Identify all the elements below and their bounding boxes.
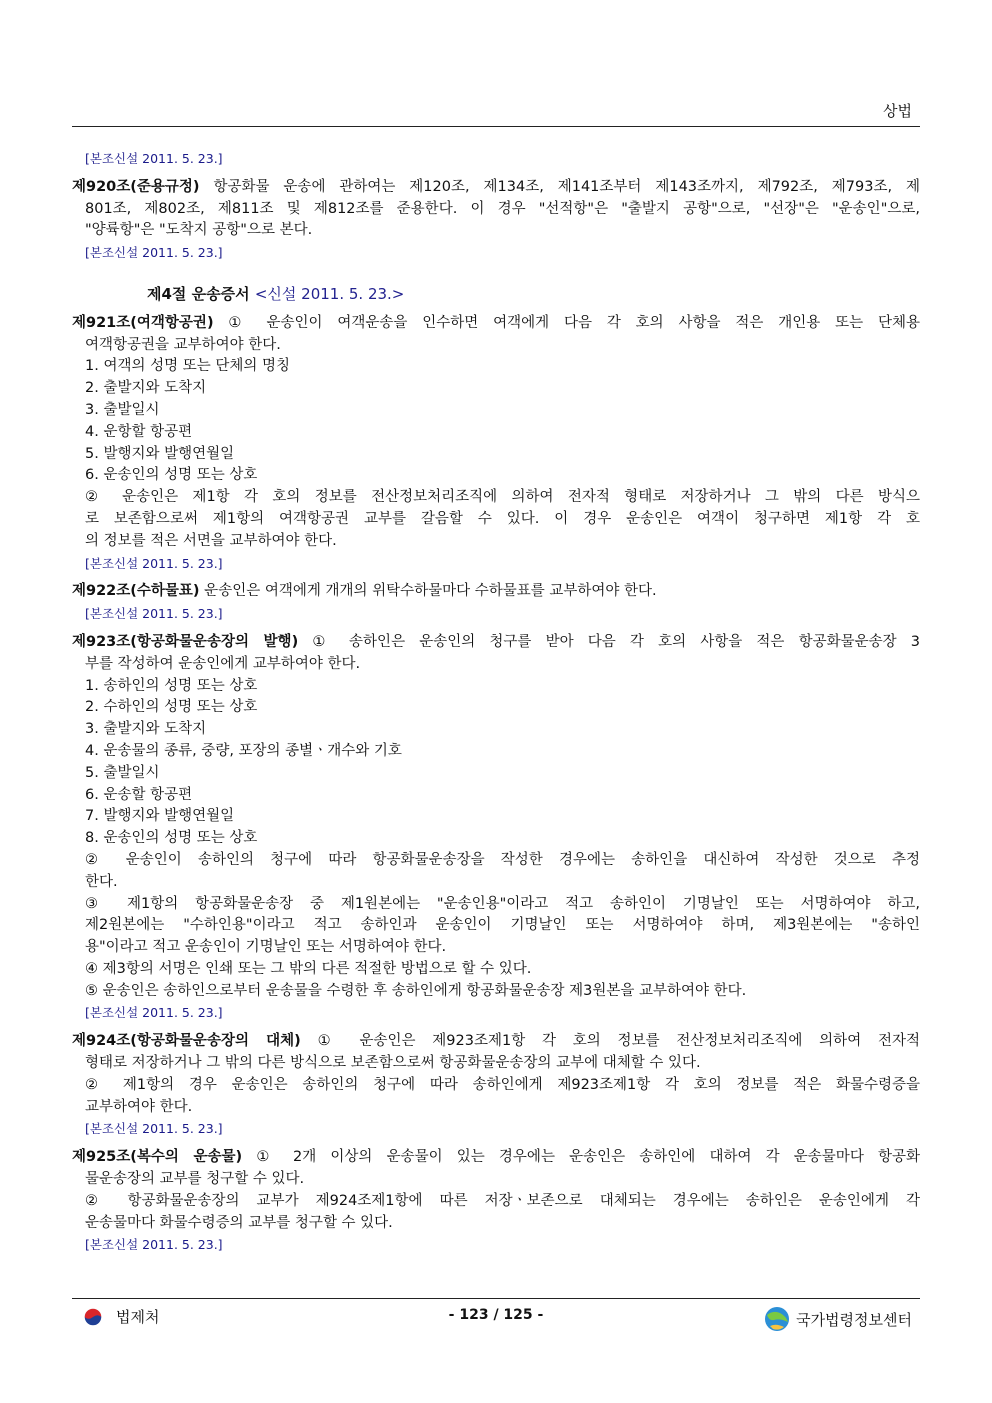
list-item: 1. 여객의 성명 또는 단체의 명칭 <box>85 358 290 375</box>
article-heading: 제924조(항공화물운송장의 대체) <box>72 1033 301 1050</box>
list-item: 2. 출발지와 도착지 <box>85 380 207 397</box>
list-item: 6. 운송인의 성명 또는 상호 <box>85 467 258 484</box>
article-heading: 제921조(여객항공권) <box>72 314 214 331</box>
footer-divider <box>72 1298 920 1299</box>
footer-right-label: 국가법령정보센터 <box>796 1310 912 1329</box>
article-922: 제922조(수하물표) 운송인은 여객에게 개개의 위탁수하물마다 수하물표를 교부하여야 한다. [본조신설 2011. 5. 23.] <box>72 581 920 625</box>
article-920: 제920조(준용규정) 항공화물 운송에 관하여는 제120조, 제134조, 제141조부터 제143조까지, 제792조, 제793조, 제 801조, 제802조, 제811조 및 제812조를 준용한다. 이 경우 "선적항"은 "출발지 공항"으로, "선장"은 "운송인"으로, "양륙항"은 "도착지 공항"으로 본다. [본조신설 2011. 5. 23.] <box>72 177 920 264</box>
list-item: 5. 발행지와 발행연월일 <box>85 445 235 462</box>
header-divider <box>72 126 920 127</box>
article-heading: 제922조(수하물표) <box>72 583 200 600</box>
article-heading: 제923조(항공화물운송장의 발행) <box>72 633 299 650</box>
page-number: - 123 / 125 - <box>448 1307 544 1323</box>
header-title: 상법 <box>883 102 912 120</box>
document-body <box>72 148 920 1256</box>
article-925: 제925조(복수의 운송물) ① 2개 이상의 운송물이 있는 경우에는 운송인은 송하인에 대하여 각 운송물마다 항공화 물운송장의 교부를 청구할 수 있다. ② 항공화물운송장의 교부가 제924조제1항에 따른 저장ㆍ보존으로 대체되는 경우에는 송하인은 운송인에게 각 운송물마다 화물수령증의 교부를 청구할 수 있다. [본조신설 2011. 5. 23.] <box>72 1147 920 1256</box>
list-item: 8. 운송인의 성명 또는 상호 <box>85 830 258 847</box>
list-item: 7. 발행지와 발행연월일 <box>85 808 235 825</box>
article-heading: 제925조(복수의 운송물) <box>72 1149 243 1166</box>
list-item: 1. 송하인의 성명 또는 상호 <box>85 677 258 694</box>
amendment-note: [본조신설 2011. 5. 23.] <box>85 1121 223 1137</box>
article-921: 제921조(여객항공권) ① 운송인이 여객운송을 인수하면 여객에게 다음 각 호의 사항을 적은 개인용 또는 단체용 여객항공권을 교부하여야 한다. 1. 여객의 성명 또는 단체의 명칭 2. 출발지와 도착지 3. 출발일시 4. 운항할 항공편 5. 발행지와 발행연월일 6. 운송인의 성명 또는 상호 ② 운송인은 제1항 각 호의 정보를 전산정보처리조직에 의하여 전자적 형태로 저장하거나 그 밖의 다른 방식으 로 보존함으로써 제1항의 여객항공권 교부를 갈음할 수 있다. 이 경우 운송인은 여객이 청구하면 제1항 각 호 의 정보를 적은 서면을 교부하여야 한다. [본조신설 2011. 5. 23.] <box>72 313 920 575</box>
list-item: 4. 운송물의 종류, 중량, 포장의 종별ㆍ개수와 기호 <box>85 742 402 759</box>
amendment-note: [본조신설 2011. 5. 23.] <box>85 606 223 622</box>
list-item: 6. 운송할 항공편 <box>85 786 193 803</box>
section-heading: 제4절 운송증서 <신설 2011. 5. 23.> <box>147 284 405 303</box>
list-item: 3. 출발일시 <box>85 401 160 418</box>
globe-logo-icon <box>764 1306 790 1332</box>
article-heading: 제920조(준용규정) <box>72 178 200 195</box>
amendment-note: [본조신설 2011. 5. 23.] <box>85 245 223 261</box>
amendment-note: [본조신설 2011. 5. 23.] <box>85 555 223 571</box>
amendment-note: [본조신설 2011. 5. 23.] <box>85 151 223 166</box>
list-item: 4. 운항할 항공편 <box>85 423 193 440</box>
list-item: 2. 수하인의 성명 또는 상호 <box>85 699 258 716</box>
footer-left-label: 법제처 <box>116 1308 160 1326</box>
amendment-note: [본조신설 2011. 5. 23.] <box>85 1237 223 1253</box>
article-923: 제923조(항공화물운송장의 발행) ① 송하인은 운송인의 청구를 받아 다음 각 호의 사항을 적은 항공화물운송장 3 부를 작성하여 운송인에게 교부하여야 한다. 1. 송하인의 성명 또는 상호 2. 수하인의 성명 또는 상호 3. 출발지와 도착지 4. 운송물의 종류, 중량, 포장의 종별ㆍ개수와 기호 5. 출발일시 6. 운송할 항공편 7. 발행지와 발행연월일 8. 운송인의 성명 또는 상호 ② 운송인이 송하인의 청구에 따라 항공화물운송장을 작성한 경우에는 송하인을 대신하여 작성한 것으로 추정 한다. ③ 제1항의 항공화물운송장 중 제1원본에는 "운송인용"이라고 적고 송하인이 기명날인 또는 서명하여야 하고, 제2원본에는 "수하인용"이라고 적고 송하인과 운송인이 기명날인 또는 서명하여야 하며, 제3원본에는 "송하인 용"이라고 적고 운송인이 기명날인 또는 서명하여야 한다. ④ 제3항의 서명은 인쇄 또는 그 밖의 다른 적절한 방법으로 할 수 있다. ⑤ 운송인은 송하인으로부터 운송물을 수령한 후 송하인에게 항공화물운송장 제3원본을 교부하여야 한다. [본조신설 2011. 5. 23.] <box>72 632 920 1024</box>
list-item: 5. 출발일시 <box>85 764 160 781</box>
page-footer <box>72 1304 920 1330</box>
list-item: 3. 출발지와 도착지 <box>85 721 207 738</box>
amendment-note: [본조신설 2011. 5. 23.] <box>85 1005 223 1021</box>
article-924: 제924조(항공화물운송장의 대체) ① 운송인은 제923조제1항 각 호의 정보를 전산정보처리조직에 의하여 전자적 형태로 저장하거나 그 밖의 다른 방식으로 보존함으로써 항공화물운송장의 교부에 대체할 수 있다. ② 제1항의 경우 운송인은 송하인의 청구에 따라 송하인에게 제923조제1항 각 호의 정보를 적은 화물수령증을 교부하여야 한다. [본조신설 2011. 5. 23.] <box>72 1031 920 1140</box>
